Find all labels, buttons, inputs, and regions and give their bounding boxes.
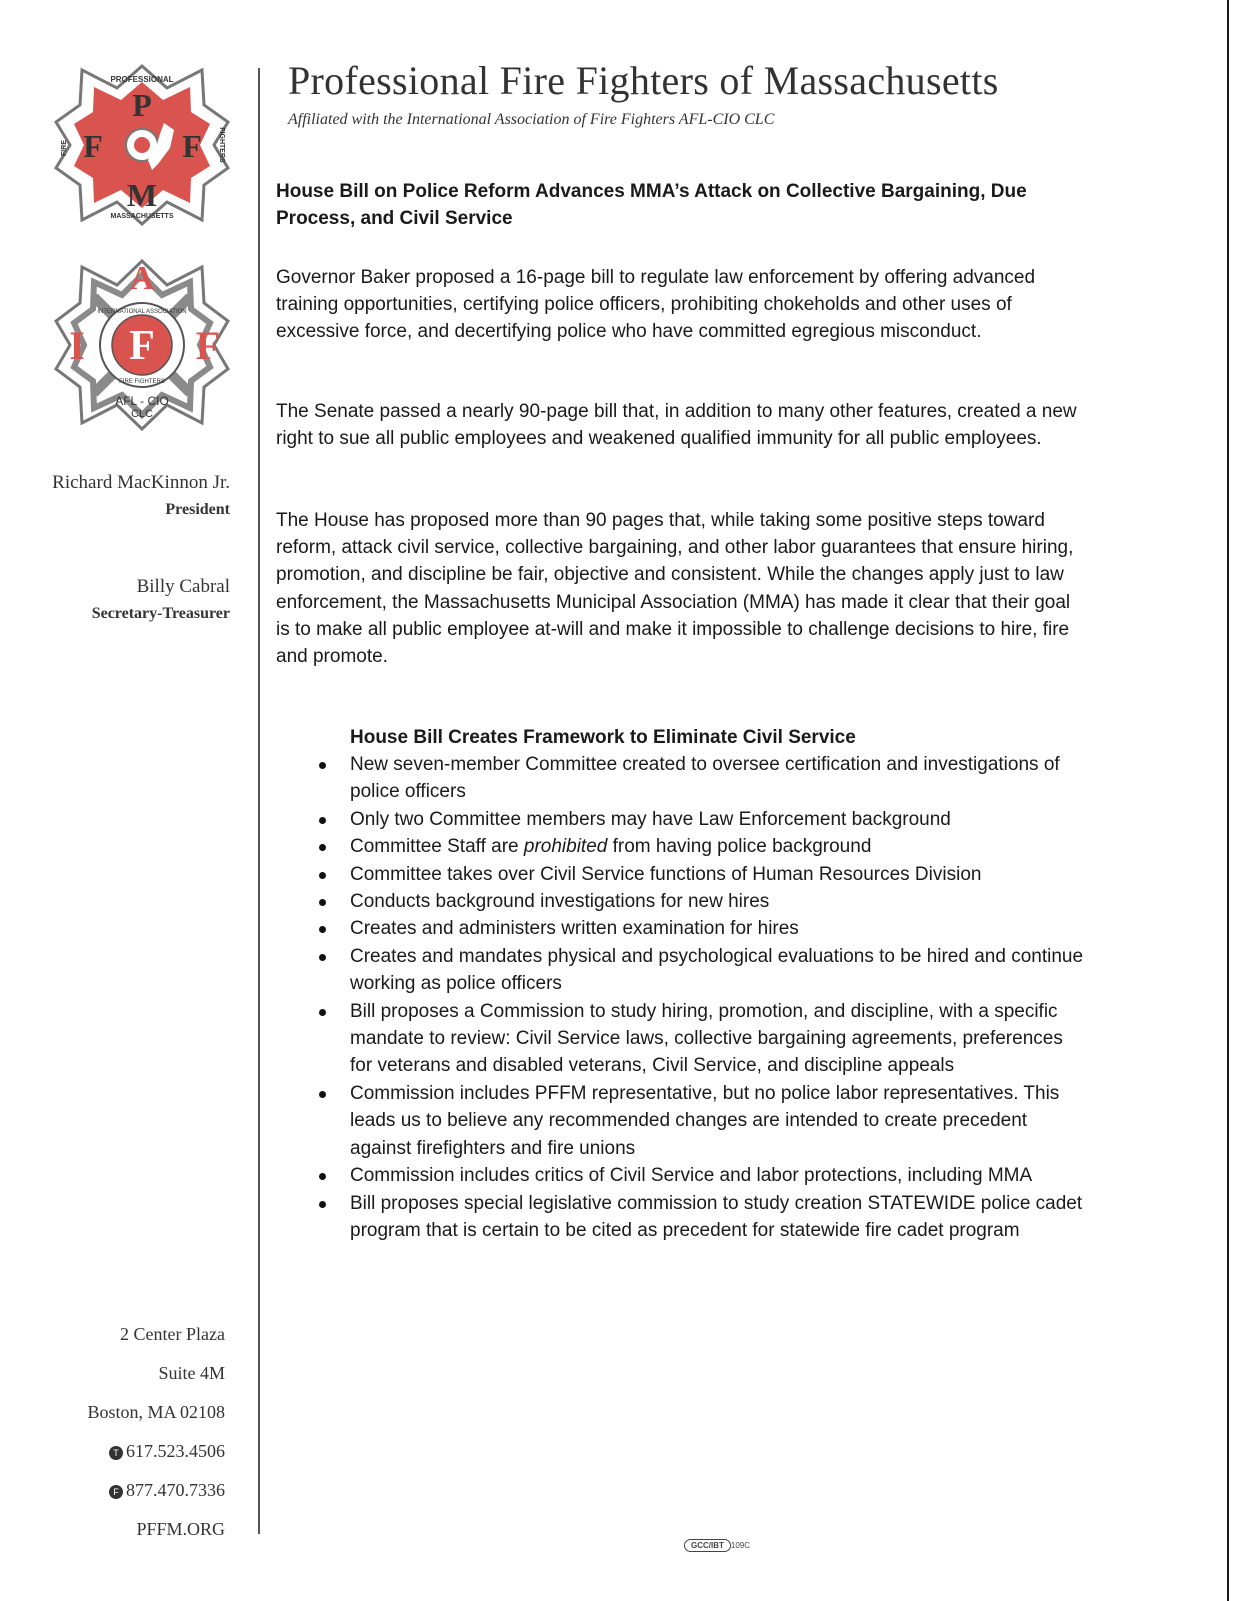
list-item: Bill proposes a Commission to study hiring, promotion, and discipline, with a specific mandate to review: Civil Service laws, collective bargaining agreements, preferences for veterans and disabled veterans, Civil Service, and discipline appeals — [350, 998, 1090, 1080]
secretary-name: Billy Cabral — [136, 576, 230, 597]
section-heading: House Bill Creates Framework to Eliminate Civil Service — [350, 727, 856, 748]
page-right-edge — [1227, 0, 1229, 1601]
iaff-ring-bottom-text: FIRE FIGHTERS — [119, 379, 165, 385]
fax-icon: F — [109, 1485, 123, 1499]
organization-title: Professional Fire Fighters of Massachusetts — [288, 58, 999, 103]
iaff-logo — [52, 255, 232, 435]
president-title: President — [165, 501, 230, 518]
pffm-letter-m: M — [126, 177, 158, 213]
website: PFFM.ORG — [136, 1519, 225, 1539]
union-bug — [684, 1539, 750, 1552]
iaff-afl-cio: AFL - CIO — [115, 394, 169, 408]
organization-affiliation: Affiliated with the International Association of Fire Fighters AFL-CIO CLC — [288, 111, 775, 128]
president-name: Richard MacKinnon Jr. — [52, 472, 230, 493]
address-fax — [109, 1480, 225, 1501]
iaff-letter-i: I — [69, 323, 85, 368]
list-item-text: from having police background — [607, 836, 872, 858]
union-bug-number: 109C — [730, 1541, 751, 1550]
pffm-ring-left: FIRE — [61, 140, 68, 156]
list-item: New seven-member Committee created to oversee certification and investigations of police officers — [350, 751, 1090, 806]
pffm-ring-bottom: MASSACHUSETTS — [110, 213, 174, 220]
fax-number: 877.470.7336 — [126, 1480, 225, 1500]
iaff-ring-text: INTERNATIONAL ASSOCIATION — [97, 309, 187, 315]
list-item: Bill proposes special legislative commission to study creation STATEWIDE police cadet program that is certain to be cited as precedent for statewide fire cadet program — [350, 1190, 1090, 1245]
list-item-text: Committee Staff are — [350, 836, 524, 858]
document-headline: House Bill on Police Reform Advances MMA’s Attack on Collective Bargaining, Due Process, and Civil Service — [276, 181, 1027, 229]
address-suite: Suite 4M — [158, 1363, 225, 1383]
secretary-title: Secretary-Treasurer — [91, 605, 230, 622]
iaff-clc: CLC — [130, 408, 154, 420]
list-item — [350, 833, 1090, 860]
paragraph-governor: Governor Baker proposed a 16-page bill to regulate law enforcement by offering advanced training opportunities, certifying police officers, prohibiting chokeholds and other uses of excessive force, and decertifying police who have committed egregious misconduct. — [276, 267, 1036, 343]
list-item: Creates and mandates physical and psychological evaluations to be hired and continue working as police officers — [350, 943, 1090, 998]
phone-icon: T — [109, 1446, 123, 1460]
address-street: 2 Center Plaza — [120, 1324, 225, 1344]
list-item: Conducts background investigations for new hires — [350, 888, 1090, 915]
bullet-list — [350, 751, 1090, 1244]
paragraph-house: The House has proposed more than 90 pages that, while taking some positive steps toward reform, attack civil service, collective bargaining, and other labor guarantees that ensure hiring, promotion, and discipline be fair, objective and consistent. While the changes apply just to law enforcement, the Massachusetts Municipal Association (MMA) has made it clear that their goal is to make all public employee at-will and make it impossible to challenge decisions to hire, fire and promote. — [276, 510, 1074, 668]
pffm-letter-f-left: F — [83, 128, 103, 164]
address-city: Boston, MA 02108 — [87, 1402, 225, 1422]
list-item: Commission includes PFFM representative, but no police labor representatives. This leads us to believe any recommended changes are intended to create precedent against firefighters and fire unions — [350, 1080, 1090, 1162]
iaff-letter-f-right: F — [195, 323, 221, 368]
pffm-ring-top: PROFESSIONAL — [110, 75, 174, 84]
list-item-emphasis: prohibited — [523, 836, 608, 858]
iaff-letter-f-center: F — [129, 323, 155, 369]
list-item: Committee takes over Civil Service functions of Human Resources Division — [350, 861, 1090, 888]
sidebar-divider — [258, 68, 260, 1534]
phone-number: 617.523.4506 — [126, 1441, 225, 1461]
iaff-letter-a: A — [129, 260, 155, 297]
paragraph-senate: The Senate passed a nearly 90-page bill that, in addition to many other features, created a new right to sue all public employees and weakened qualified immunity for all public employees. — [276, 401, 1077, 450]
union-bug-label: GCC/IBT — [684, 1539, 731, 1552]
list-item: Creates and administers written examination for hires — [350, 915, 1090, 942]
pffm-ring-right: FIGHTERS — [218, 127, 225, 163]
list-item: Only two Committee members may have Law Enforcement background — [350, 806, 1090, 833]
pffm-logo — [52, 60, 232, 230]
pffm-letter-f-right: F — [182, 128, 202, 164]
list-item: Commission includes critics of Civil Service and labor protections, including MMA — [350, 1162, 1090, 1189]
pffm-letter-p: P — [132, 87, 152, 123]
address-phone — [109, 1441, 225, 1462]
